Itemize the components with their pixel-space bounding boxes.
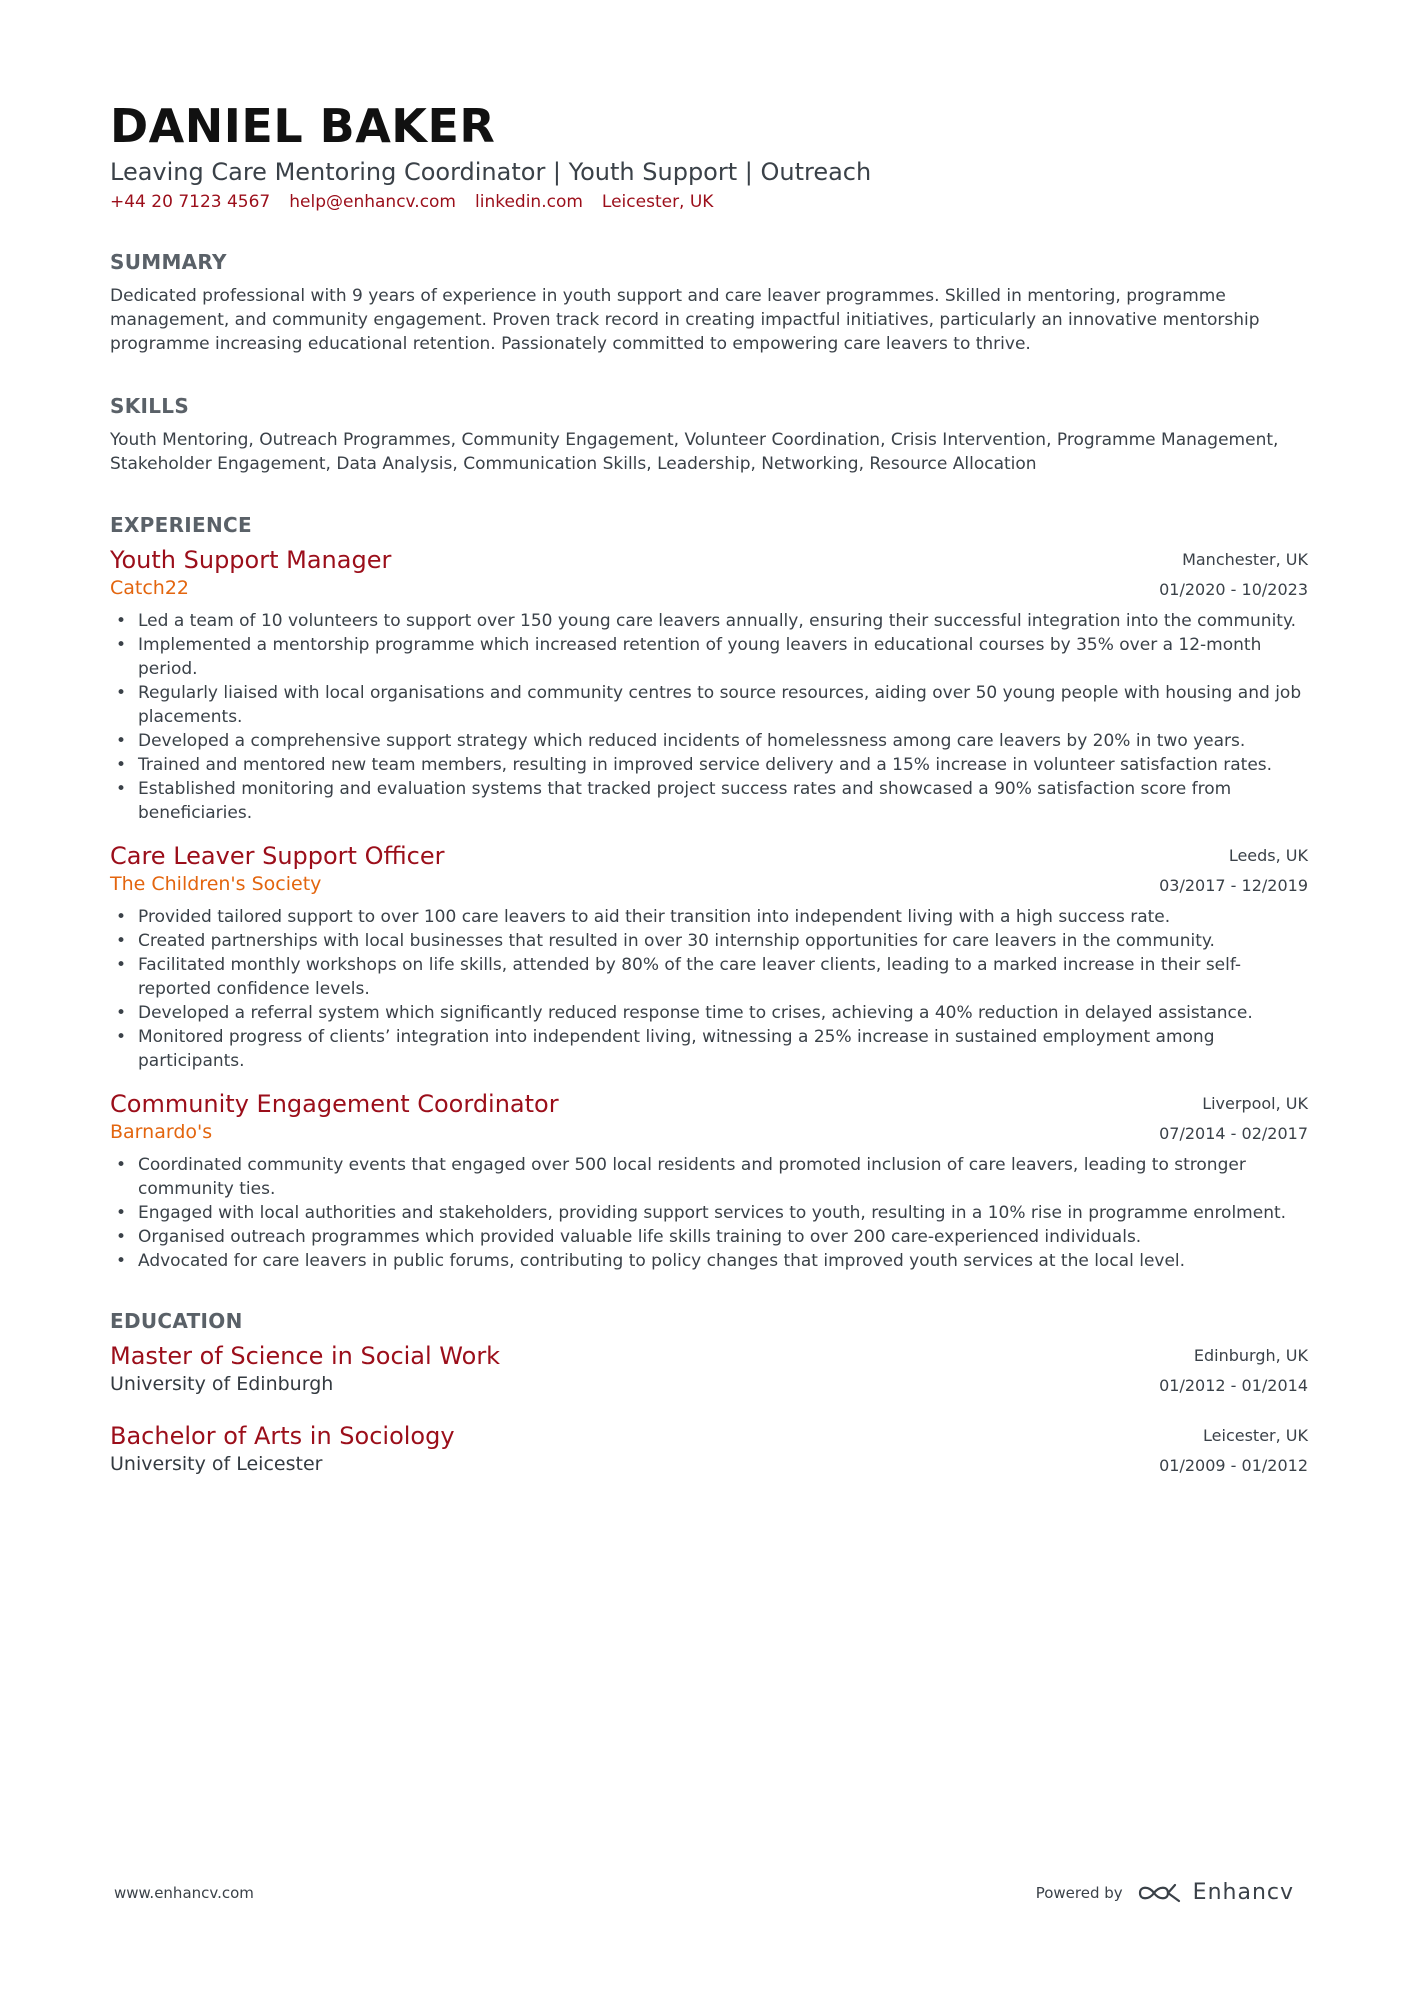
list-item: • Established monitoring and evaluation systems that tracked project success rates and showcased a 90% satisfaction score from beneficiaries.: [138, 777, 1308, 825]
school-name: University of Leicester: [110, 1453, 323, 1475]
education-location: Edinburgh, UK: [1193, 1346, 1308, 1365]
list-item: • Created partnerships with local businesses that resulted in over 30 internship opportunities for care leavers in the community.: [138, 929, 1308, 953]
contact-phone[interactable]: +44 20 7123 4567: [110, 192, 271, 212]
experience-item: [110, 841, 1308, 1073]
job-location: Liverpool, UK: [1202, 1094, 1308, 1113]
education-location: Leicester, UK: [1203, 1426, 1308, 1445]
education-item: [110, 1341, 1308, 1401]
education-section: [110, 1307, 1308, 1481]
footer-website[interactable]: www.enhancv.com: [114, 1883, 254, 1902]
powered-by: [1036, 1880, 1294, 1905]
degree-title: Master of Science in Social Work: [110, 1342, 501, 1370]
education-dates: 01/2012 - 01/2014: [1159, 1376, 1308, 1395]
list-item: • Developed a comprehensive support strategy which reduced incidents of homelessness among care leavers by 20% in two years.: [138, 729, 1308, 753]
resume-header: [110, 98, 1308, 214]
education-heading: EDUCATION: [110, 1309, 243, 1333]
brand-name: Enhancv: [1192, 1880, 1294, 1905]
list-item: • Organised outreach programmes which provided valuable life skills training to over 200 care-experienced individuals.: [138, 1225, 1308, 1249]
brand-logo[interactable]: [1137, 1880, 1294, 1905]
degree-title: Bachelor of Arts in Sociology: [110, 1422, 455, 1450]
experience-item: [110, 545, 1308, 825]
contact-linkedin[interactable]: linkedin.com: [475, 192, 583, 212]
school-name: University of Edinburgh: [110, 1373, 334, 1395]
job-location: Leeds, UK: [1228, 846, 1308, 865]
job-bullets: [110, 609, 1308, 825]
contact-bar: [110, 190, 1308, 214]
candidate-name: DANIEL BAKER: [110, 99, 496, 153]
skills-heading: SKILLS: [110, 394, 190, 418]
job-dates: 07/2014 - 02/2017: [1159, 1124, 1308, 1143]
education-dates: 01/2009 - 01/2012: [1159, 1456, 1308, 1475]
list-item: • Engaged with local authorities and stakeholders, providing support services to youth, resulting in a 10% rise in programme enrolment.: [138, 1201, 1308, 1225]
summary-heading: SUMMARY: [110, 250, 227, 274]
list-item: • Facilitated monthly workshops on life skills, attended by 80% of the care leaver clients, leading to a marked increase in their self-reported confidence levels.: [138, 953, 1308, 1001]
summary-text: Dedicated professional with 9 years of experience in youth support and care leaver programmes. Skilled in mentoring, programme management, and community engagement. Proven track record in creating impactful initiatives, particularly an innovative mentorship programme increasing educational retention. Passionately committed to empowering care leavers to thrive.: [110, 286, 1260, 354]
contact-location: Leicester, UK: [601, 192, 714, 212]
job-bullets: [110, 1153, 1308, 1273]
experience-heading: EXPERIENCE: [110, 513, 252, 537]
job-title: Care Leaver Support Officer: [110, 842, 445, 870]
experience-section: [110, 511, 1308, 1273]
list-item: • Developed a referral system which significantly reduced response time to crises, achieving a 40% reduction in delayed assistance.: [138, 1001, 1308, 1025]
contact-email[interactable]: help@enhancv.com: [289, 192, 456, 212]
list-item: • Regularly liaised with local organisations and community centres to source resources, aiding over 50 young people with housing and job placements.: [138, 681, 1308, 729]
skills-section: [110, 392, 1308, 476]
list-item: • Monitored progress of clients’ integration into independent living, witnessing a 25% increase in sustained employment among participants.: [138, 1025, 1308, 1073]
list-item: • Coordinated community events that engaged over 500 local residents and promoted inclusion of care leavers, leading to stronger community ties.: [138, 1153, 1308, 1201]
experience-item: [110, 1089, 1308, 1273]
job-bullets: [110, 905, 1308, 1073]
candidate-title: Leaving Care Mentoring Coordinator | Youth Support | Outreach: [110, 158, 872, 186]
skills-text: Youth Mentoring, Outreach Programmes, Community Engagement, Volunteer Coordination, Crisis Intervention, Programme Management, Stakeholder Engagement, Data Analysis, Communication Skills, Leadership, Networking, Resource Allocation: [110, 430, 1279, 474]
list-item: • Advocated for care leavers in public forums, contributing to policy changes that improved youth services at the local level.: [138, 1249, 1308, 1273]
job-title: Youth Support Manager: [110, 546, 392, 574]
list-item: • Trained and mentored new team members, resulting in improved service delivery and a 15% increase in volunteer satisfaction rates.: [138, 753, 1308, 777]
job-dates: 01/2020 - 10/2023: [1159, 580, 1308, 599]
summary-section: [110, 248, 1308, 356]
list-item: • Led a team of 10 volunteers to support over 150 young care leavers annually, ensuring their successful integration into the community.: [138, 609, 1308, 633]
list-item: • Implemented a mentorship programme which increased retention of young leavers in educational courses by 35% over a 12-month period.: [138, 633, 1308, 681]
job-company: Barnardo's: [110, 1121, 213, 1143]
job-dates: 03/2017 - 12/2019: [1159, 876, 1308, 895]
job-company: Catch22: [110, 577, 190, 599]
enhancv-logo-icon: [1137, 1881, 1183, 1905]
job-title: Community Engagement Coordinator: [110, 1090, 559, 1118]
page-footer: [114, 1880, 1294, 1905]
education-item: [110, 1421, 1308, 1481]
powered-by-label: Powered by: [1035, 1883, 1123, 1902]
resume-page: [110, 98, 1308, 1481]
job-company: The Children's Society: [110, 873, 322, 895]
list-item: • Provided tailored support to over 100 care leavers to aid their transition into independent living with a high success rate.: [138, 905, 1308, 929]
job-location: Manchester, UK: [1182, 550, 1308, 569]
